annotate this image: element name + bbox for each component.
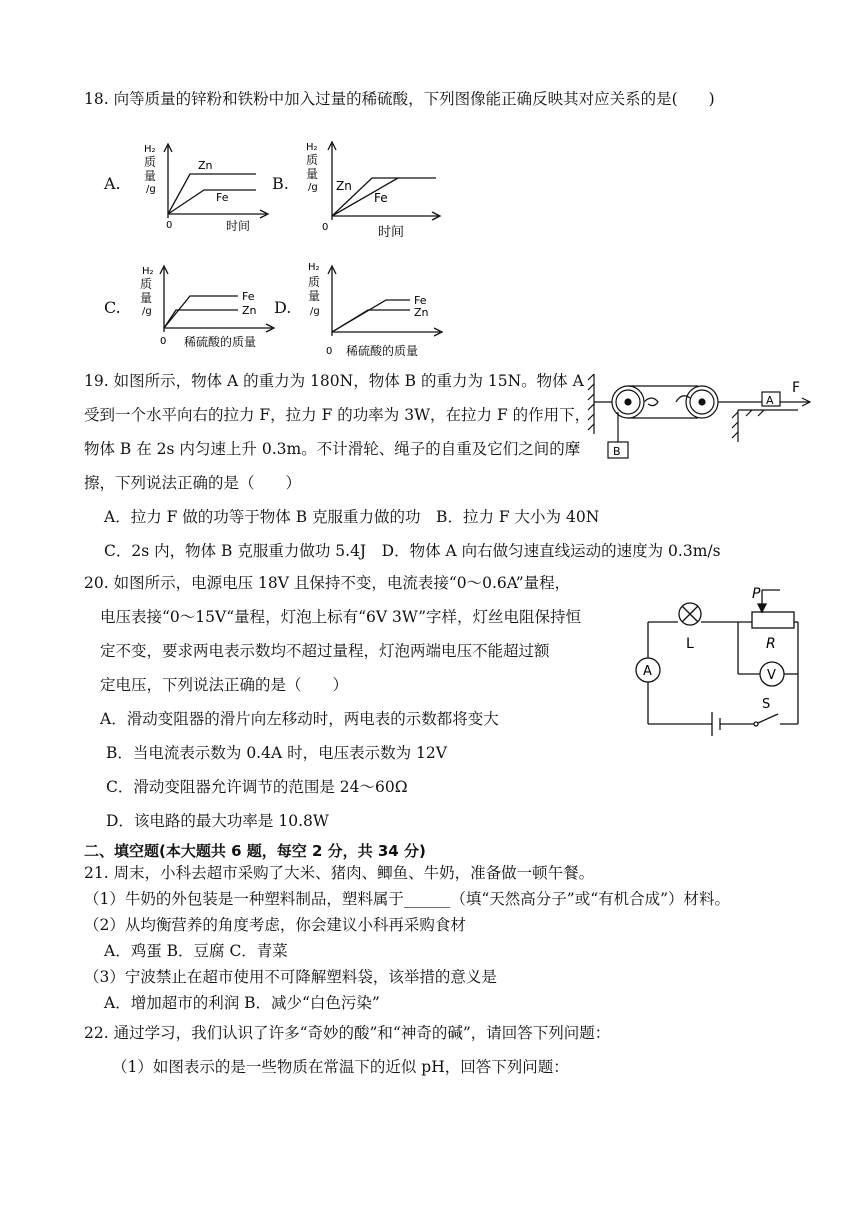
svg-text:S: S	[762, 697, 771, 712]
svg-text:稀硫酸的质量: 稀硫酸的质量	[346, 344, 419, 358]
svg-text:量: 量	[308, 289, 321, 303]
svg-text:/g: /g	[146, 184, 156, 195]
svg-text:A: A	[643, 664, 652, 679]
q21-part-3-options: A．增加超市的利润 B．减少“白色污染”	[104, 994, 380, 1012]
svg-text:V: V	[767, 668, 776, 683]
svg-text:R: R	[766, 636, 776, 652]
q19-line-1: 19. 如图所示，物体 A 的重力为 180N，物体 B 的重力为 15N。物体 A	[84, 372, 584, 390]
q20-option-d: D．该电路的最大功率是 10.8W	[106, 812, 329, 830]
svg-text:Fe: Fe	[242, 290, 255, 303]
svg-text:/g: /g	[310, 306, 320, 317]
q22-stem: 22. 通过学习，我们认识了许多“奇妙的酸”和“神奇的碱”，请回答下列问题：	[84, 1024, 611, 1042]
q19-line-2: 受到一个水平向右的拉力 F，拉力 F 的功率为 3W，在拉力 F 的作用下，	[84, 406, 591, 424]
q20-line-3: 定不变，要求两电表示数均不超过量程，灯泡两端电压不能超过额	[100, 642, 550, 660]
svg-text:0: 0	[166, 220, 173, 231]
svg-text:量: 量	[140, 291, 153, 305]
svg-text:稀硫酸的质量: 稀硫酸的质量	[184, 335, 257, 349]
svg-text:时间: 时间	[378, 225, 405, 240]
q18-graph-d	[302, 258, 452, 358]
svg-text:质: 质	[144, 155, 157, 169]
q20-line-1: 20. 如图所示，电源电压 18V 且保持不变，电流表接“0～0.6A”量程，	[84, 574, 571, 592]
svg-text:A: A	[766, 394, 774, 407]
svg-text:0: 0	[160, 336, 167, 347]
svg-text:P: P	[752, 586, 761, 602]
svg-text:Zn: Zn	[198, 159, 213, 172]
q20-option-b: B．当电流表示数为 0.4A 时，电压表示数为 12V	[106, 744, 447, 762]
pulley-diagram	[588, 372, 818, 462]
q18-label-b: B.	[272, 174, 289, 193]
circuit-diagram	[632, 586, 804, 738]
q21-part-3: （3）宁波禁止在超市使用不可降解塑料袋，该举措的意义是	[84, 968, 497, 986]
svg-text:时间: 时间	[226, 219, 251, 233]
h2-label: H₂	[144, 144, 156, 155]
q21-stem: 21. 周末，小科去超市采购了大米、猪肉、鲫鱼、牛奶，准备做一顿午餐。	[84, 864, 595, 882]
q18-graph-b	[302, 134, 452, 244]
section-2-heading: 二、填空题(本大题共 6 题，每空 2 分，共 34 分)	[84, 842, 426, 860]
svg-text:/g: /g	[308, 182, 318, 193]
q20-line-2: 电压表接“0～15V“量程，灯泡上标有“6V 3W”字样，灯丝电阻保持恒	[100, 608, 582, 626]
svg-text:0: 0	[326, 346, 333, 357]
q21-part-2-options: A．鸡蛋 B．豆腐 C．青菜	[104, 942, 288, 960]
svg-text:0: 0	[322, 222, 329, 233]
svg-text:质: 质	[306, 153, 319, 167]
svg-text:L: L	[686, 636, 694, 652]
svg-text:B: B	[613, 445, 621, 458]
svg-text:量: 量	[306, 167, 319, 181]
q22-part-1: （1）如图表示的是一些物质在常温下的近似 pH，回答下列问题：	[112, 1058, 569, 1076]
svg-text:Zn: Zn	[414, 306, 429, 319]
q18-graph-c	[134, 258, 284, 358]
svg-text:质: 质	[308, 275, 321, 289]
q21-part-1: （1）牛奶的外包装是一种塑料制品，塑料属于______（填“天然高分子”或“有机合成”）材料。	[84, 890, 731, 908]
svg-text:H₂: H₂	[306, 142, 318, 153]
q18-stem: 18. 向等质量的锌粉和铁粉中加入过量的稀硫酸，下列图像能正确反映其对应关系的是( )	[84, 90, 715, 108]
q18-label-c: C.	[104, 298, 121, 317]
svg-text:Fe: Fe	[216, 191, 229, 204]
q19-options-ab: A．拉力 F 做的功等于物体 B 克服重力做的功 B．拉力 F 大小为 40N	[104, 508, 600, 526]
q21-part-2: （2）从均衡营养的角度考虑，你会建议小科再采购食材	[84, 916, 466, 934]
q20-line-4: 定电压，下列说法正确的是（ ）	[100, 676, 349, 694]
q19-line-4: 擦，下列说法正确的是（ ）	[84, 474, 302, 492]
q18-graph-a	[138, 136, 278, 236]
q18-label-a: A.	[104, 174, 121, 193]
svg-text:H₂: H₂	[142, 266, 154, 277]
svg-text:Fe: Fe	[414, 294, 427, 307]
q18-label-d: D.	[274, 298, 292, 317]
svg-text:H₂: H₂	[308, 262, 320, 273]
q20-option-c: C．滑动变阻器允许调节的范围是 24～60Ω	[106, 778, 408, 796]
q20-option-a: A．滑动变阻器的滑片向左移动时，两电表的示数都将变大	[100, 710, 499, 728]
svg-text:Fe: Fe	[374, 191, 388, 205]
svg-text:F: F	[792, 380, 801, 396]
svg-text:Zn: Zn	[242, 304, 257, 317]
q19-line-3: 物体 B 在 2s 内匀速上升 0.3m。不计滑轮、绳子的自重及它们之间的摩	[84, 440, 581, 458]
svg-text:/g: /g	[142, 306, 152, 317]
q19-options-cd: C．2s 内，物体 B 克服重力做功 5.4J D．物体 A 向右做匀速直线运动的速度为 0.3m/s	[104, 542, 721, 560]
svg-text:量: 量	[144, 169, 157, 183]
svg-text:Zn: Zn	[336, 179, 352, 193]
svg-text:质: 质	[140, 277, 153, 291]
